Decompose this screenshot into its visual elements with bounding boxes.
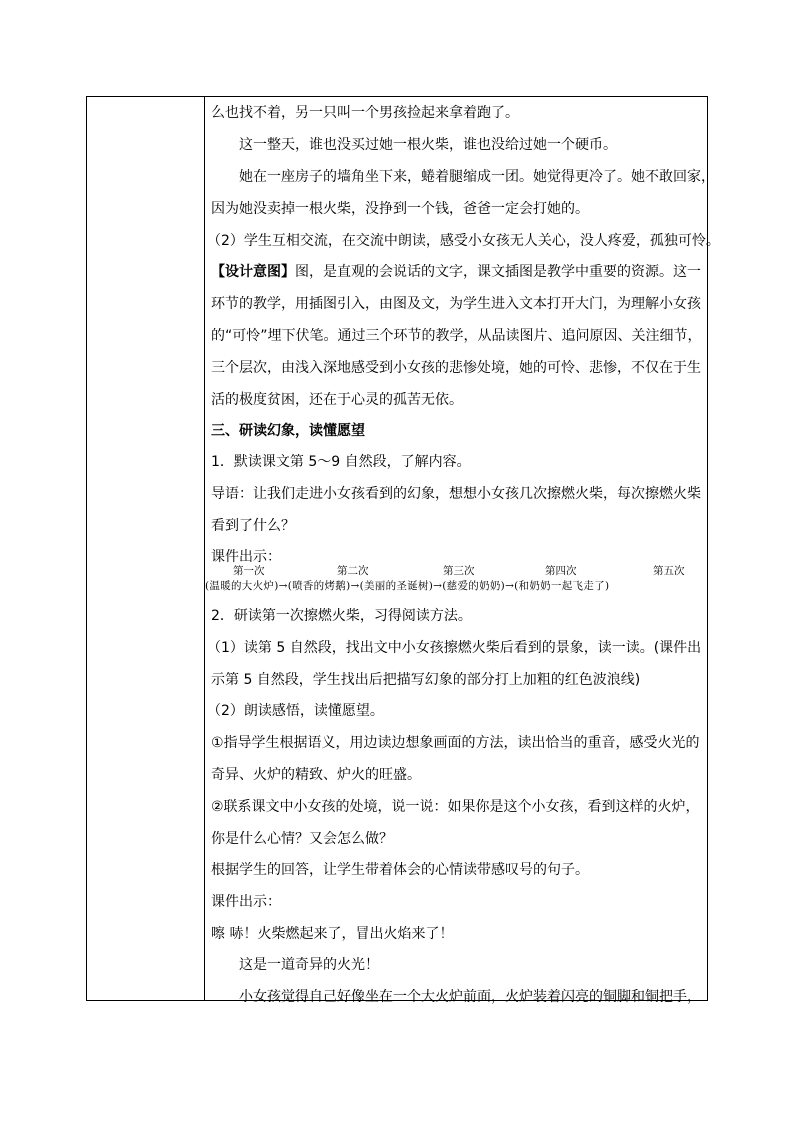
flow-step-title: 第一次	[233, 565, 265, 577]
text-line: 根据学生的回答，让学生带着体会的心情读带感叹号的句子。	[211, 862, 589, 878]
design-intent-label: 【设计意图】	[211, 264, 295, 280]
flow-step-title: 第二次	[337, 565, 369, 577]
flow-step-title: 第三次	[443, 565, 475, 577]
flow-step-title: 第五次	[653, 565, 685, 577]
text-line: 示第 5 自然段，学生找出后把描写幻象的部分打上加粗的红色波浪线)	[211, 672, 641, 688]
text-line: 么也找不着，另一只叫一个男孩捡起来拿着跑了。	[211, 105, 519, 121]
text-line	[211, 264, 701, 280]
text-line: 她在一座房子的墙角坐下来，蜷着腿缩成一团。她觉得更冷了。她不敢回家，	[239, 169, 715, 185]
text-line: 的“可怜”埋下伏笔。通过三个环节的教学，从品读图片、追问原因、关注细节，	[211, 328, 702, 344]
text-line: 导语：让我们走进小女孩看到的幻象，想想小女孩几次擦燃火柴，每次擦燃火柴	[211, 486, 701, 502]
text-line: 课件出示：	[211, 894, 281, 910]
text-line: 这是一道奇异的火光！	[239, 957, 379, 973]
text-line: 三、研读幻象，读懂愿望	[211, 423, 365, 439]
text-line: 环节的教学，用插图引入，由图及文，为学生进入文本打开大门，为理解小女孩	[211, 296, 701, 312]
text-line: 看到了什么？	[211, 518, 295, 534]
text-line: （1）读第 5 自然段，找出文中小女孩擦燃火柴后看到的景象，读一读。(课件出	[207, 640, 702, 656]
text-line: ①指导学生根据语义，用边读边想象画面的方法，读出恰当的重音，感受火光的	[211, 735, 700, 751]
text-line: 2．研读第一次擦燃火柴，习得阅读方法。	[211, 608, 472, 624]
text-line: 奇异、火炉的精致、炉火的旺盛。	[211, 767, 421, 783]
column-divider	[204, 97, 205, 1000]
courseware-flow-chart	[205, 563, 709, 593]
flow-step-chain: (温暖的大火炉)→(喷香的烤鹅)→(美丽的圣诞树)→(慈爱的奶奶)→(和奶奶一起飞走了)	[205, 580, 610, 592]
text-line: ②联系课文中小女孩的处境，说一说：如果你是这个小女孩，看到这样的火炉，	[211, 799, 700, 815]
text-line: 活的极度贫困，还在于心灵的孤苦无依。	[211, 392, 463, 408]
text-line: 你是什么心情？又会怎么做？	[211, 831, 393, 847]
text-line: 课件出示：	[211, 549, 281, 565]
lesson-table	[86, 96, 720, 1005]
text-line: （2）朗读感悟，读懂愿望。	[207, 703, 384, 719]
text-line: 三个层次，由浅入深地感受到小女孩的悲惨处境，她的可怜、悲惨，不仅在于生	[211, 360, 701, 376]
flow-step-title: 第四次	[545, 565, 577, 577]
text-line: 小女孩觉得自己好像坐在一个大火炉前面，火炉装着闪亮的铜脚和铜把手，	[239, 989, 701, 1005]
text-line: 因为她没卖掉一根火柴，没挣到一个钱，爸爸一定会打她的。	[211, 201, 589, 217]
text-line: 1．默读课文第 5～9 自然段，了解内容。	[211, 454, 471, 470]
design-intent-text: 图，是直观的会说话的文字，课文插图是教学中重要的资源。这一	[295, 264, 701, 280]
text-line: （2）学生互相交流，在交流中朗读，感受小女孩无人关心，没人疼爱，孤独可怜。	[207, 233, 720, 249]
text-line: 这一整天，谁也没买过她一根火柴，谁也没给过她一个硬币。	[239, 137, 617, 153]
text-line: 嚓 哧！火柴燃起来了，冒出火焰来了！	[211, 926, 454, 942]
